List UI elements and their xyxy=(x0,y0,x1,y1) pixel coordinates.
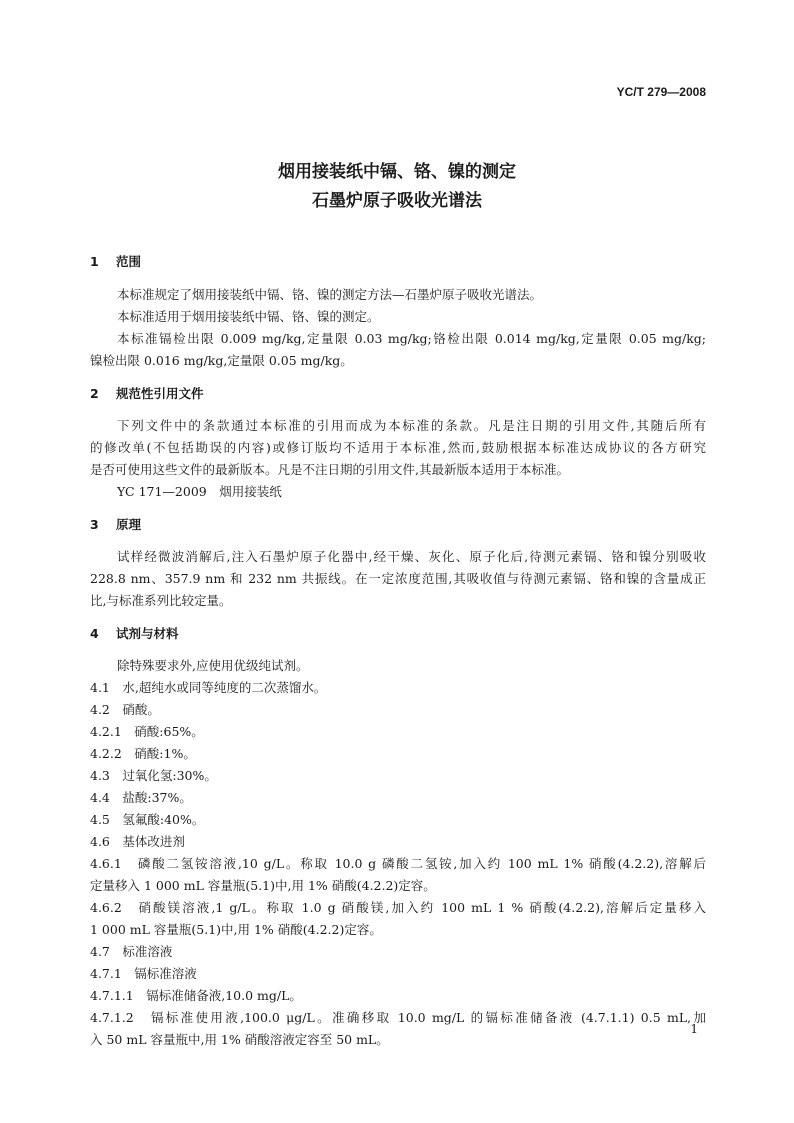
page-number: 1 xyxy=(690,1022,698,1036)
paragraph-line: 是否可使用这些文件的最新版本。凡是不注日期的引用文件,其最新版本适用于本标准。 xyxy=(90,462,569,477)
section-number: 4 xyxy=(90,626,99,641)
section-title: 原理 xyxy=(116,517,142,532)
paragraph: 除特殊要求外,应使用优级纯试剂。 xyxy=(117,658,309,673)
clause: 4.4 盐酸:37%。 xyxy=(90,790,192,805)
clause: 4.2.1 硝酸:65%。 xyxy=(90,724,204,739)
clause-line: 入 50 mL 容量瓶中,用 1% 硝酸溶液定容至 50 mL。 xyxy=(90,1032,389,1047)
paragraph-line: 228.8 nm、357.9 nm 和 232 nm 共振线。在一定浓度范围,其吸收值与待测元素镉、铬和镍的含量成正 xyxy=(90,571,706,586)
paragraph: 本标准规定了烟用接装纸中镉、铬、镍的测定方法—石墨炉原子吸收光谱法。 xyxy=(117,287,543,302)
clause: 4.5 氢氟酸:40%。 xyxy=(90,812,205,827)
clause: 4.2.2 硝酸:1%。 xyxy=(90,746,196,761)
paragraph-line: 试样经微波消解后,注入石墨炉原子化器中,经干燥、灰化、原子化后,待测元素镉、铬和镍分别吸收 xyxy=(117,549,706,564)
document-title: 烟用接装纸中镉、铬、镍的测定 xyxy=(278,162,516,182)
section-number: 1 xyxy=(90,254,99,269)
section-title: 试剂与材料 xyxy=(116,626,179,641)
clause-line: 4.6.1 磷酸二氢铵溶液,10 g/L。称取 10.0 g 磷酸二氢铵,加入约 100 mL 1% 硝酸(4.2.2),溶解后 xyxy=(90,856,706,871)
clause-line: 4.7.1.2 镉标准使用液,100.0 μg/L。准确移取 10.0 mg/L 的镉标准储备液 (4.7.1.1) 0.5 mL,加 xyxy=(90,1010,706,1025)
section-title: 规范性引用文件 xyxy=(116,386,204,401)
paragraph-line: 比,与标准系列比较定量。 xyxy=(90,593,232,608)
paragraph-line: 下列文件中的条款通过本标准的引用而成为本标准的条款。凡是注日期的引用文件,其随后所有 xyxy=(117,418,706,433)
section-heading-1 xyxy=(90,252,141,270)
document-subtitle: 石墨炉原子吸收光谱法 xyxy=(312,191,482,211)
clause: 4.1 水,超纯水或同等纯度的二次蒸馏水。 xyxy=(90,680,327,695)
clause: 4.2 硝酸。 xyxy=(90,702,160,717)
clause: 4.6 基体改进剂 xyxy=(90,834,185,849)
clause: 4.7.1.1 镉标准储备液,10.0 mg/L。 xyxy=(90,988,302,1003)
section-title: 范围 xyxy=(116,254,142,269)
section-heading-3 xyxy=(90,515,141,533)
clause: 4.3 过氧化氢:30%。 xyxy=(90,768,217,783)
section-number: 2 xyxy=(90,386,99,401)
standard-code: YC/T 279—2008 xyxy=(616,85,706,99)
clause-line: 1 000 mL 容量瓶(5.1)中,用 1% 硝酸(4.2.2)定容。 xyxy=(90,922,382,937)
paragraph: 本标准适用于烟用接装纸中镉、铬、镍的测定。 xyxy=(117,309,380,324)
paragraph-line: 的修改单(不包括勘误的内容)或修订版均不适用于本标准,然而,鼓励根据本标准达成协议的各方研究 xyxy=(90,440,706,455)
section-number: 3 xyxy=(90,517,99,532)
clause: 4.7.1 镉标准溶液 xyxy=(90,966,197,981)
reference-item: YC 171—2009 烟用接装纸 xyxy=(117,484,282,499)
section-heading-4 xyxy=(90,624,179,642)
clause: 4.7 标准溶液 xyxy=(90,944,173,959)
paragraph-line: 本标准镉检出限 0.009 mg/kg,定量限 0.03 mg/kg;铬检出限 0.014 mg/kg,定量限 0.05 mg/kg; xyxy=(117,331,706,346)
clause-line: 定量移入 1 000 mL 容量瓶(5.1)中,用 1% 硝酸(4.2.2)定容。 xyxy=(90,878,436,893)
paragraph-line: 镍检出限 0.016 mg/kg,定量限 0.05 mg/kg。 xyxy=(90,353,353,368)
section-heading-2 xyxy=(90,384,204,402)
clause-line: 4.6.2 硝酸镁溶液,1 g/L。称取 1.0 g 硝酸镁,加入约 100 mL 1 % 硝酸(4.2.2),溶解后定量移入 xyxy=(90,900,706,915)
